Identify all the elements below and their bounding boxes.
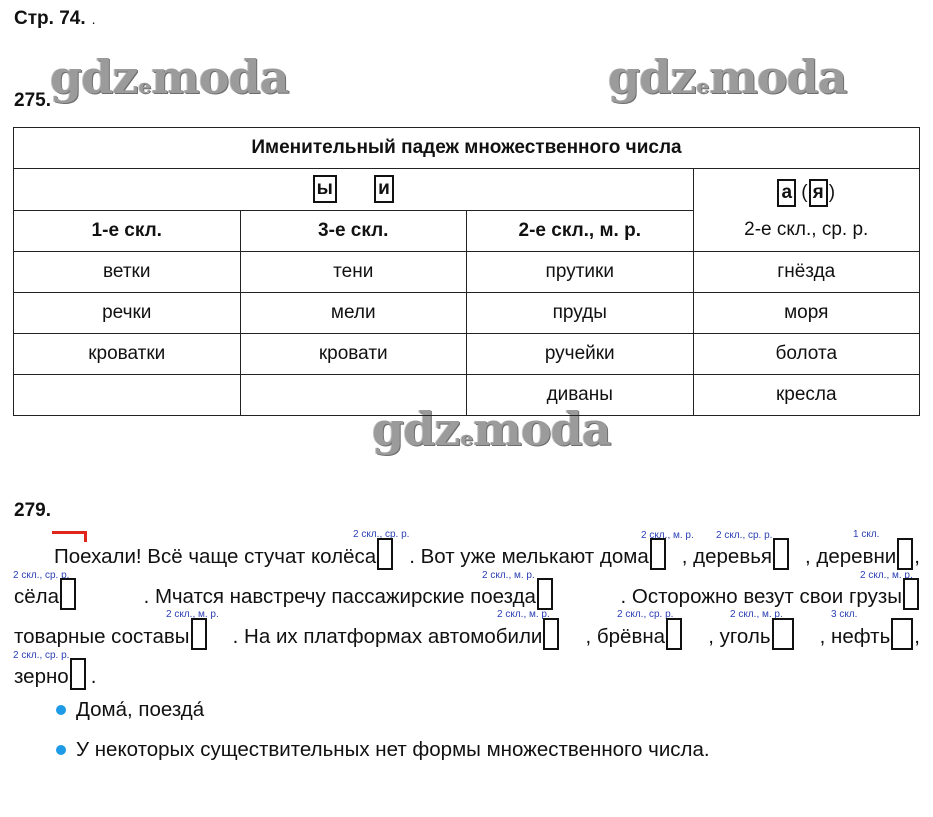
column-header: 1-е скл. bbox=[14, 210, 241, 252]
table-cell: моря bbox=[693, 293, 920, 334]
bullet-dot-icon bbox=[56, 745, 66, 755]
declension-note: 2 скл., ср. р. bbox=[617, 609, 674, 620]
table-row bbox=[14, 375, 920, 416]
table-row bbox=[14, 293, 920, 334]
page-reference-text: Стр. 74. bbox=[14, 8, 86, 29]
table-row bbox=[14, 252, 920, 293]
declension-note: 2 скл., м. р. bbox=[860, 570, 913, 581]
text-line: Поехали! Всё чаще стучат колёса . Вот уже мелькают дома , деревья , деревни , bbox=[14, 538, 920, 570]
declension-note: 2 скл., ср. р. bbox=[716, 530, 773, 541]
table-cell: пруды bbox=[467, 293, 694, 334]
answer-bullet bbox=[56, 698, 204, 722]
declension-note: 2 скл., ср. р. bbox=[13, 650, 70, 661]
table-cell: болота bbox=[693, 334, 920, 375]
declension-note: 2 скл., м. р. bbox=[166, 609, 219, 620]
table-cell: кроватки bbox=[14, 334, 241, 375]
bullet-text: Дома́, поезда́ bbox=[76, 698, 205, 721]
declension-note: 2 скл., м. р. bbox=[730, 609, 783, 620]
declension-note: 2 скл., ср. р. bbox=[353, 529, 410, 540]
table-cell bbox=[14, 375, 241, 416]
ending-box: и bbox=[374, 175, 394, 203]
table-row bbox=[14, 334, 920, 375]
declension-note: 2 скл., м. р. bbox=[641, 530, 694, 541]
declension-note: 1 скл. bbox=[853, 529, 880, 540]
text-line: сёла . Мчатся навстречу пассажирские поезда . Осторожно везут свои грузы bbox=[14, 578, 920, 610]
text-line: товарные составы . На их платформах автомобили , брёвна , уголь , нефть , bbox=[14, 618, 920, 650]
table-cell: гнёзда bbox=[693, 252, 920, 293]
page-reference-dot: . bbox=[91, 11, 96, 27]
text-line: зерно . bbox=[14, 658, 920, 690]
table-endings-row bbox=[14, 169, 920, 211]
watermark-logo: gdzemoda bbox=[608, 50, 847, 104]
declension-note: 2 скл., ср. р. bbox=[13, 570, 70, 581]
page-reference bbox=[14, 8, 96, 30]
table-cell: речки bbox=[14, 293, 241, 334]
table-cell: кресла bbox=[693, 375, 920, 416]
column-header: 3-е скл. bbox=[240, 210, 467, 252]
table-title-row bbox=[14, 128, 920, 169]
watermark-logo: gdzemoda bbox=[50, 50, 289, 104]
endings-cell-left bbox=[14, 169, 694, 211]
column-header: 2-е скл., ср. р. bbox=[744, 219, 869, 240]
answer-bullet bbox=[56, 738, 710, 762]
declension-note: 2 скл., м. р. bbox=[497, 609, 550, 620]
endings-cell-right: а ( я ) 2-е скл., ср. р. bbox=[693, 169, 920, 252]
ending-box: ы bbox=[313, 175, 337, 203]
table-cell bbox=[240, 375, 467, 416]
exercise-279-number: 279. bbox=[14, 500, 51, 521]
table-cell: мели bbox=[240, 293, 467, 334]
declension-note: 2 скл., м. р. bbox=[482, 570, 535, 581]
table-cell: ручейки bbox=[467, 334, 694, 375]
declension-table bbox=[13, 127, 920, 416]
ending-box: я bbox=[809, 179, 828, 207]
table-cell: тени bbox=[240, 252, 467, 293]
table-title: Именительный падеж множественного числа bbox=[14, 128, 920, 169]
exercise-275-number: 275. bbox=[14, 90, 51, 111]
table-cell: ветки bbox=[14, 252, 241, 293]
declension-note: 3 скл. bbox=[831, 609, 858, 620]
column-header: 2-е скл., м. р. bbox=[467, 210, 694, 252]
table-cell: диваны bbox=[467, 375, 694, 416]
watermark-logo: gdzemoda bbox=[372, 402, 611, 456]
table-cell: кровати bbox=[240, 334, 467, 375]
bullet-text: У некоторых существительных нет формы множественного числа. bbox=[76, 738, 710, 761]
table-cell: прутики bbox=[467, 252, 694, 293]
bullet-dot-icon bbox=[56, 705, 66, 715]
ending-box: а bbox=[777, 179, 796, 207]
